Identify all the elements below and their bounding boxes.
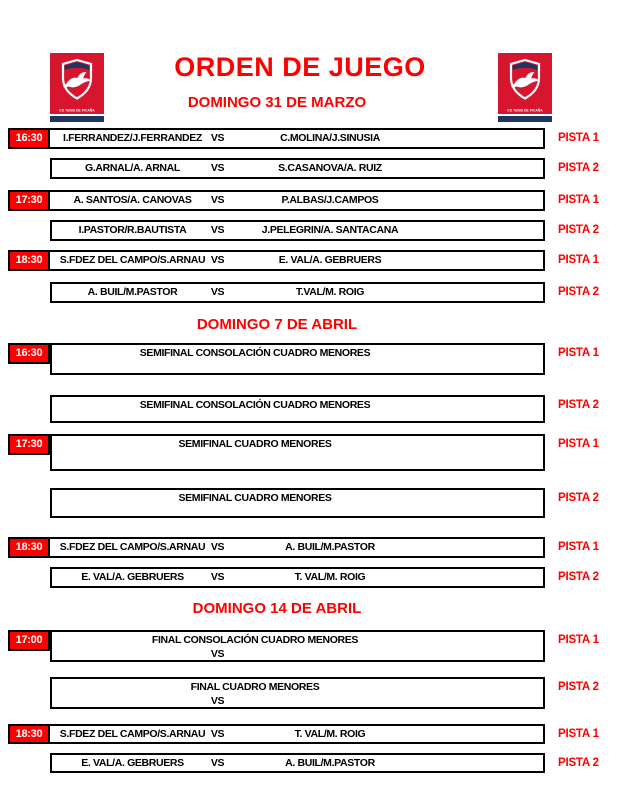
match-title: FINAL CUADRO MENORES: [190, 681, 320, 693]
page-title: ORDEN DE JUEGO: [174, 52, 426, 82]
court-label: PISTA 1: [558, 347, 599, 359]
court-label: PISTA 1: [558, 541, 599, 553]
team-left: S.FDEZ DEL CAMPO/S.ARNAU: [59, 728, 206, 740]
vs-label: VS: [210, 757, 225, 769]
court-label: PISTA 1: [558, 728, 599, 740]
match-row: [0, 567, 628, 588]
vs-label: VS: [210, 541, 225, 553]
match-row: [0, 434, 628, 471]
team-left: E. VAL/A. GEBRUERS: [81, 757, 184, 769]
date-header: DOMINGO 14 DE ABRIL: [192, 600, 362, 617]
match-row: [0, 630, 628, 662]
match-row: [0, 190, 628, 211]
team-right: A. BUIL/M.PASTOR: [285, 541, 375, 553]
team-left: E. VAL/A. GEBRUERS: [81, 571, 184, 583]
time-cell: 17:30: [8, 190, 50, 211]
court-label: PISTA 1: [558, 194, 599, 206]
court-label: PISTA 2: [558, 681, 599, 693]
match-row: [0, 753, 628, 773]
time-cell: 17:00: [8, 630, 50, 651]
match-row: [0, 220, 628, 241]
time-cell: 16:30: [8, 128, 50, 149]
court-label: PISTA 1: [558, 438, 599, 450]
time-cell: 18:30: [8, 250, 50, 271]
court-label: PISTA 1: [558, 634, 599, 646]
team-left: A. BUIL/M.PASTOR: [87, 286, 178, 298]
vs-label: VS: [210, 132, 225, 144]
team-left: I.FERRANDEZ/J.FERRANDEZ: [63, 132, 202, 144]
team-right: P.ALBAS/J.CAMPOS: [281, 194, 379, 206]
court-label: PISTA 2: [558, 492, 599, 504]
court-label: PISTA 2: [558, 399, 599, 411]
match-row: [0, 343, 628, 375]
date-header: DOMINGO 31 DE MARZO: [187, 94, 367, 111]
vs-label: VS: [210, 571, 225, 583]
logo-caption: CD TENIS DE PICAÑA: [507, 108, 543, 113]
vs-label: VS: [210, 695, 225, 707]
match-title: SEMIFINAL CUADRO MENORES: [178, 492, 332, 504]
match-row: [0, 128, 628, 149]
match-row: [0, 250, 628, 271]
vs-label: VS: [210, 254, 225, 266]
team-right: E. VAL/A. GEBRUERS: [278, 254, 382, 266]
match-row: [0, 677, 628, 709]
match-title: SEMIFINAL CONSOLACIÓN CUADRO MENORES: [139, 347, 371, 359]
team-right: T.VAL/M. ROIG: [295, 286, 365, 298]
team-right: J.PELEGRIN/A. SANTACANA: [261, 224, 399, 236]
time-cell: 18:30: [8, 537, 50, 558]
match-row: [0, 282, 628, 303]
vs-label: VS: [210, 162, 225, 174]
vs-label: VS: [210, 194, 225, 206]
time-cell: 16:30: [8, 343, 50, 364]
time-cell: 17:30: [8, 434, 50, 455]
match-row: [0, 488, 628, 518]
team-right: T. VAL/M. ROIG: [294, 728, 366, 740]
court-label: PISTA 2: [558, 224, 599, 236]
match-title: FINAL CONSOLACIÓN CUADRO MENORES: [151, 634, 359, 646]
vs-label: VS: [210, 728, 225, 740]
team-right: T. VAL/M. ROIG: [294, 571, 366, 583]
team-left: S.FDEZ DEL CAMPO/S.ARNAU: [59, 541, 206, 553]
time-cell: 18:30: [8, 724, 50, 744]
team-right: S.CASANOVA/A. RUIZ: [278, 162, 382, 174]
logo-caption: CD TENIS DE PICAÑA: [59, 108, 95, 113]
vs-label: VS: [210, 648, 225, 660]
team-left: I.PASTOR/R.BAUTISTA: [78, 224, 187, 236]
match-row: [0, 158, 628, 179]
vs-label: VS: [210, 224, 225, 236]
court-label: PISTA 1: [558, 254, 599, 266]
match-row: [0, 724, 628, 744]
team-right: C.MOLINA/J.SINUSIA: [280, 132, 380, 144]
team-left: S.FDEZ DEL CAMPO/S.ARNAU: [59, 254, 206, 266]
team-left: G.ARNAL/A. ARNAL: [85, 162, 180, 174]
team-left: A. SANTOS/A. CANOVAS: [73, 194, 192, 206]
date-header: DOMINGO 7 DE ABRIL: [196, 316, 358, 333]
court-label: PISTA 2: [558, 757, 599, 769]
match-title: SEMIFINAL CUADRO MENORES: [178, 438, 332, 450]
vs-label: VS: [210, 286, 225, 298]
court-label: PISTA 1: [558, 132, 599, 144]
match-row: [0, 395, 628, 423]
team-right: A. BUIL/M.PASTOR: [285, 757, 375, 769]
court-label: PISTA 2: [558, 286, 599, 298]
match-title: SEMIFINAL CONSOLACIÓN CUADRO MENORES: [139, 399, 371, 411]
court-label: PISTA 2: [558, 162, 599, 174]
match-row: [0, 537, 628, 558]
court-label: PISTA 2: [558, 571, 599, 583]
